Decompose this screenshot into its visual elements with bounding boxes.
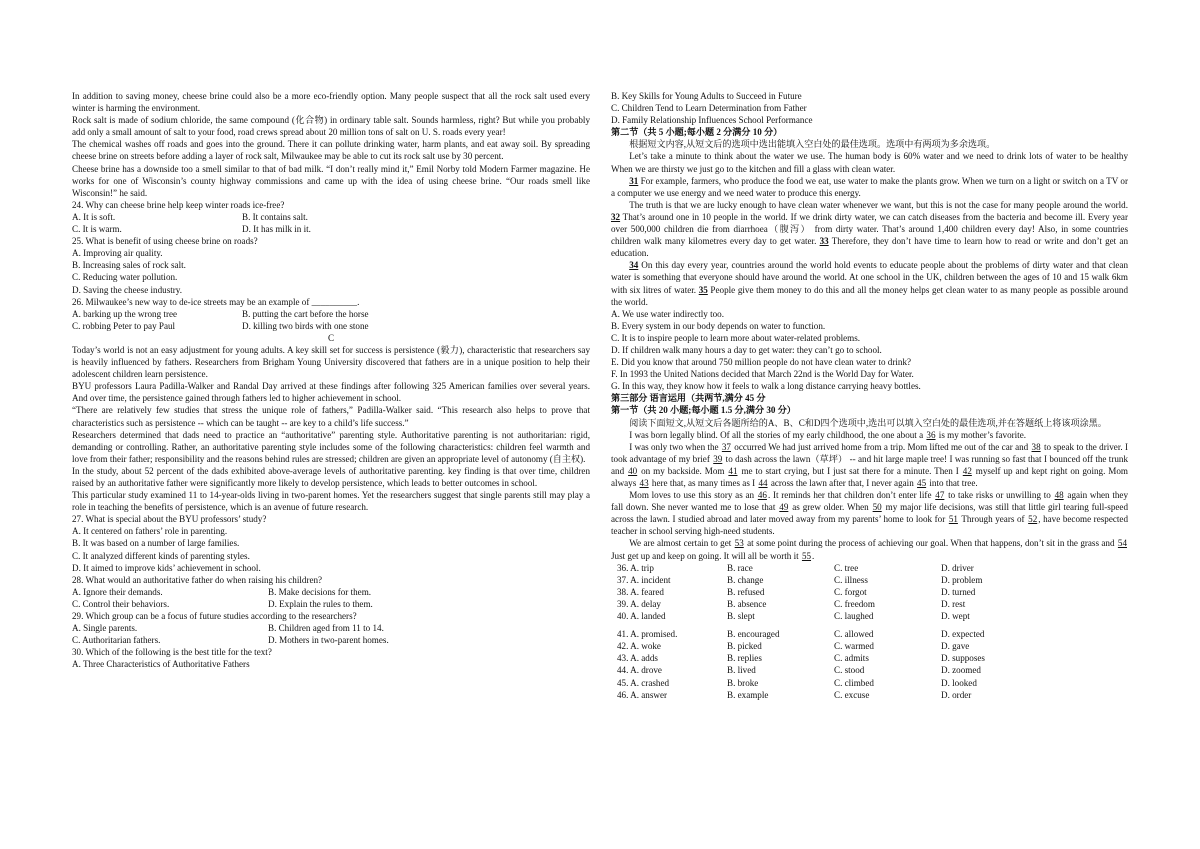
passage-text: People give them money to do this and all the money helps get clean water to as many people as possible around the world. [611,284,1128,307]
option: B. It was based on a number of large families. [72,538,240,549]
section-instruction: 根据短文内容,从短文后的选项中选出能填入空白处的最佳选项。选项中有两项为多余选项。 [629,139,996,150]
option: B. change [727,574,764,585]
question-options [72,586,590,610]
passage-text: On this day every year, countries around the world hold events to educate people about the problems of dirty water and that clean water is something that everyone should have around the world. At one school in the UK, children between the ages of 10 and 15 walk 6km with six litres of water. [611,260,1128,295]
option: D. It aimed to improve kids’ achievement in school. [72,562,261,573]
passage-paragraph: In the study, about 52 percent of the dads exhibited above-average levels of authoritative parenting. key finding is that over time, children raised by an authoritative father were significantly more likely to develop persistence, which leads to better outcomes in school. [72,465,590,488]
option: 38. A. feared [617,586,664,597]
option: B. Every system in our body depends on water to function. [611,320,826,331]
option: C. admits [834,653,869,664]
passage-text: , have become respected teacher in school serving high-need students. [611,514,1129,537]
option: B. picked [727,641,762,652]
question-stem: 25. What is benefit of using cheese brine on roads? [72,236,258,247]
option: E. Did you know that around 750 million people do not have clean water to drink? [611,357,912,368]
option: D. If children walk many hours a day to get water: they can’t go to school. [611,344,882,355]
option: D. Mothers in two-parent homes. [268,635,389,646]
option: A. Three Characteristics of Authoritative Fathers [72,659,250,670]
option: A. barking up the wrong tree [72,308,178,319]
blank-number: 43 [639,478,649,488]
option: C. excuse [834,689,870,700]
passage-text: is my mother’s favorite. [936,429,1027,440]
section-heading: 第三部分 语言运用（共两节,满分 45 分 [611,393,766,404]
passage-paragraph: Today’s world is not an easy adjustment for young adults. A key skill set for success is persistence (毅力), characteristic that researchers say is heavily influenced by fathers. Researchers from Brigham Young University discovered that fathers are in a unique position to help their adolescent children learn persistence. [72,344,590,380]
passage-paragraph [611,537,1128,561]
option: D. zoomed [941,665,981,676]
option: B. example [727,689,769,700]
option: 46. A. answer [617,689,668,700]
blank-number: 54 [1117,538,1127,549]
option: D. Family Relationship Influences School Performance [611,115,813,126]
question-options [72,308,590,332]
passage-text: We are almost certain to get [629,538,734,549]
blank-number: 50 [872,502,882,513]
option: 42. A. woke [617,641,661,652]
blank-number: 51 [948,514,958,525]
blank-number: 52 [1028,514,1038,525]
option: B. broke [727,677,759,688]
option: 36. A. trip [617,562,654,573]
passage-paragraph [611,199,1128,259]
passage-paragraph [611,489,1128,537]
passage-text: into that tree. [927,478,978,488]
option: C. tree [834,562,859,573]
passage-text: again when they fall down. She never wanted me to lose that [611,490,1128,513]
blank-number: 31 [629,175,639,186]
section-instruction: 阅读下面短文,从短文后各题所给的A、B、C和D四个选项中,选出可以填入空白处的最佳选项,并在答题纸上将该项涂黑。 [629,417,1107,428]
option: B. slept [727,611,755,622]
passage-paragraph: In addition to saving money, cheese brine could also be a more eco-friendly option. Many people suspect that all the rock salt used every winter is harming the environment. [72,91,590,114]
cloze-options-36-40 [617,562,1128,622]
section-heading: 第一节（共 20 小题;每小题 1.5 分,满分 30 分） [611,405,796,416]
option: B. refused [727,586,765,597]
cloze-options-41-46 [617,628,1128,701]
blank-number: 40 [628,465,638,476]
option: A. We use water indirectly too. [611,308,724,319]
passage-text: to speak to the driver. I took advantage of my brief [611,441,1128,464]
passage-paragraph: The chemical washes off roads and goes into the ground. There it can pollute drinking water, harm plants, and eat away soil. By spreading cheese brine on streets before adding a layer of rock salt, Milwaukee may be able to cut its rock salt use by 30 percent. [72,139,590,162]
option: D. expected [941,629,985,640]
option: C. It analyzed different kinds of parenting styles. [72,550,250,561]
option: 44. A. drove [617,665,662,676]
blank-number: 42 [962,465,972,476]
passage-text: to dash across the lawn（草坪） -- and hit large maple tree! I was running so fast that I bounced off the trunk and [611,453,1128,476]
option: D. Saving the cheese industry. [72,284,183,295]
option: C. Children Tend to Learn Determination from Father [611,103,807,114]
blank-number: 33 [819,236,829,247]
option: B. absence [727,598,767,609]
option: C. stood [834,665,865,676]
option: C. It is to inspire people to learn more about water-related problems. [611,332,861,343]
option: D. It has milk in it. [242,224,311,235]
option: B. putting the cart before the horse [242,308,369,319]
option: C. warmed [834,641,874,652]
section-letter: C [327,332,335,343]
blank-number: 44 [758,478,768,488]
passage-paragraph: Rock salt is made of sodium chloride, the same compound (化合物) in ordinary table salt. Sounds harmless, right? But while you probably add only a small amount of salt to your food, road crews spread about 20 million tons of salt on U. S. roads every year! [72,115,590,138]
option: C. illness [834,574,868,585]
passage-text: For example, farmers, who produce the food we eat, use water to make the plants grow. When we turn on a light or switch on a TV or a computer we use energy and we need water to produce this energy. [611,175,1128,198]
option: C. Authoritarian fathers. [72,635,161,646]
option: A. It centered on fathers’ role in parenting. [72,526,228,537]
option: 37. A. incident [617,574,671,585]
option: D. wept [941,611,970,622]
passage-text: at some point during the process of achieving our goal. When that happens, don’t sit in the grass and [744,538,1117,549]
option: C. laughed [834,611,874,622]
option: D. gave [941,641,970,652]
section-heading: 第二节（共 5 小题;每小题 2 分满分 10 分） [611,127,783,138]
option: C. climbed [834,677,874,688]
question-stem: 30. Which of the following is the best title for the text? [72,647,272,658]
passage-text: here that, as many times as I [649,478,758,488]
blank-number: 53 [734,538,744,549]
option: C. Control their behaviors. [72,598,170,609]
option: A. It is soft. [72,211,116,222]
option: F. In 1993 the United Nations decided that March 22nd is the World Day for Water. [611,369,914,380]
option: C. It is warm. [72,224,122,235]
blank-number: 36 [926,429,936,440]
blank-number: 48 [1054,490,1064,501]
passage-text: me to start crying, but I just sat there for a minute. Then I [738,465,962,476]
passage-paragraph: Researchers determined that dads need to practice an “authoritative” parenting style. Authoritative parenting is not authoritarian: rigid, demanding or controlling. Rather, an authoritative parenting style includes some of the following characteristics: children feel warmth and love from their father; responsibility and the reasons behind rules are stressed; children are given an appropriate level of autonomy (自主权). [72,429,590,464]
option: B. Increasing sales of rock salt. [72,260,186,271]
passage-paragraph [611,175,1128,199]
option: 41. A. promised. [617,629,678,640]
passage-text: . [812,550,815,561]
option: C. robbing Peter to pay Paul [72,320,176,331]
blank-number: 34 [629,260,639,271]
passage-paragraph: Cheese brine has a downside too a smell similar to that of bad milk. “I don’t really mind it,” Emil Norby told Modern Farmer magazine. He works for one of Wisconsin’s county highway commissions and came up with the idea of using cheese brine. “Our roads smell like Wisconsin!” he said. [72,163,590,198]
passage-paragraph: “There are relatively few studies that stress the unique role of fathers,” Padilla-Walker said. “This research also helps to prove that characteristics such as persistence -- which can be taught -- are key to a child’s life success.” [72,405,590,428]
option: D. supposes [941,653,985,664]
passage-text: Through years of [958,514,1028,525]
option: 43. A. adds [617,653,658,664]
option: D. killing two birds with one stone [242,320,369,331]
option: D. looked [941,677,977,688]
passage-text: I was born legally blind. Of all the stories of my early childhood, the one about a [629,429,926,440]
passage-paragraph [611,441,1128,489]
blank-number: 37 [721,441,731,452]
option: 40. A. landed [617,611,666,622]
option: D. driver [941,562,974,573]
option: A. Single parents. [72,623,138,634]
passage-paragraph [611,429,1128,441]
option: B. It contains salt. [242,211,308,222]
question-stem: 26. Milwaukee’s new way to de-ice streets may be an example of __________. [72,296,360,307]
option: D. rest [941,598,966,609]
question-options [72,211,590,235]
option: C. forgot [834,586,867,597]
question-stem: 28. What would an authoritative father do when raising his children? [72,574,323,585]
passage-text: across the lawn after that, I never again [768,478,917,488]
option: D. problem [941,574,983,585]
blank-number: 32 [611,211,621,222]
passage-text: Mom loves to use this story as an [629,490,757,501]
passage-text: as grew older. When [789,502,872,513]
passage-paragraph [611,259,1128,307]
option: A. Ignore their demands. [72,586,163,597]
passage-text: on my backside. Mom [638,465,728,476]
question-options [72,622,590,646]
passage-text: to take risks or unwilling to [945,490,1054,501]
option: 39. A. delay [617,598,661,609]
passage-text: myself up and kept right on going. Mom always [611,465,1128,488]
passage-text: occurred We had just arrived home from a trip. Mom lifted me out of the car and [731,441,1031,452]
option: D. turned [941,586,976,597]
question-stem: 27. What is special about the BYU professors’ study? [72,514,267,525]
passage-text: That’s around one in 10 people in the world. If we drink dirty water, we can catch diseases from the bacteria and become ill. Every year over 500,000 children die from diarrhoea（腹泻） from dirty water. That’s around 1,400 children every day! Also, in some countries children walk many kilometres every day to get water. [611,211,1128,247]
right-column [611,90,1128,701]
option: B. Key Skills for Young Adults to Succeed in Future [611,91,802,101]
blank-number: 49 [779,502,789,513]
option: C. Reducing water pollution. [72,272,178,283]
question-stem: 29. Which group can be a focus of future studies according to the researchers? [72,611,357,622]
option: B. Children aged from 11 to 14. [268,623,384,634]
left-column [72,90,590,671]
passage-paragraph: This particular study examined 11 to 14-year-olds living in two-parent homes. Yet the researchers suggest that single parents still may play a role in teaching the benefits of persistence, which is an avenue of future research. [72,490,590,513]
blank-number: 38 [1031,441,1041,452]
blank-number: 41 [728,465,738,476]
option: B. replies [727,653,762,664]
passage-paragraph: Let’s take a minute to think about the water we use. The human body is 60% water and we need to drink lots of water to be healthy When we are thirsty we just go to the kitchen and fill a glass with clean water. [611,151,1128,174]
passage-text: The truth is that we are lucky enough to have clean water whenever we want, but this is not the case for many people around the world. [629,199,1128,210]
blank-number: 55 [801,550,812,561]
option: B. encouraged [727,629,780,640]
passage-text: . It reminds her that children don’t enter life [767,490,935,501]
option: D. order [941,689,972,700]
passage-paragraph: BYU professors Laura Padilla-Walker and Randal Day arrived at these findings after following 325 American families over several years. And over time, the persistence gained through fathers led to higher achievement in school. [72,381,590,404]
blank-number: 47 [935,490,945,501]
passage-text: Therefore, they don’t have time to learn how to read or write and don’t get an education. [611,236,1128,259]
option: A. Improving air quality. [72,248,163,259]
blank-number: 39 [713,453,723,464]
blank-number: 35 [698,284,708,295]
option: G. In this way, they know how it feels to walk a long distance carrying heavy bottles. [611,381,921,392]
option: B. race [727,562,753,573]
passage-text: I was only two when the [629,441,721,452]
question-stem: 24. Why can cheese brine help keep winter roads ice-free? [72,199,285,210]
blank-number: 46 [757,490,767,501]
passage-text: Just get up and keep on going. It will all be worth it [611,550,801,561]
blank-number: 45 [917,478,927,488]
passage-text: my major life decisions, was still that little girl tearing full-speed across the lawn. I studied abroad and later moved away from my parents’ home to look for [611,502,1129,525]
option: B. Make decisions for them. [268,586,372,597]
option: B. lived [727,665,756,676]
option: C. freedom [834,598,875,609]
option: 45. A. crashed [617,677,670,688]
option: C. allowed [834,629,874,640]
option: D. Explain the rules to them. [268,598,373,609]
